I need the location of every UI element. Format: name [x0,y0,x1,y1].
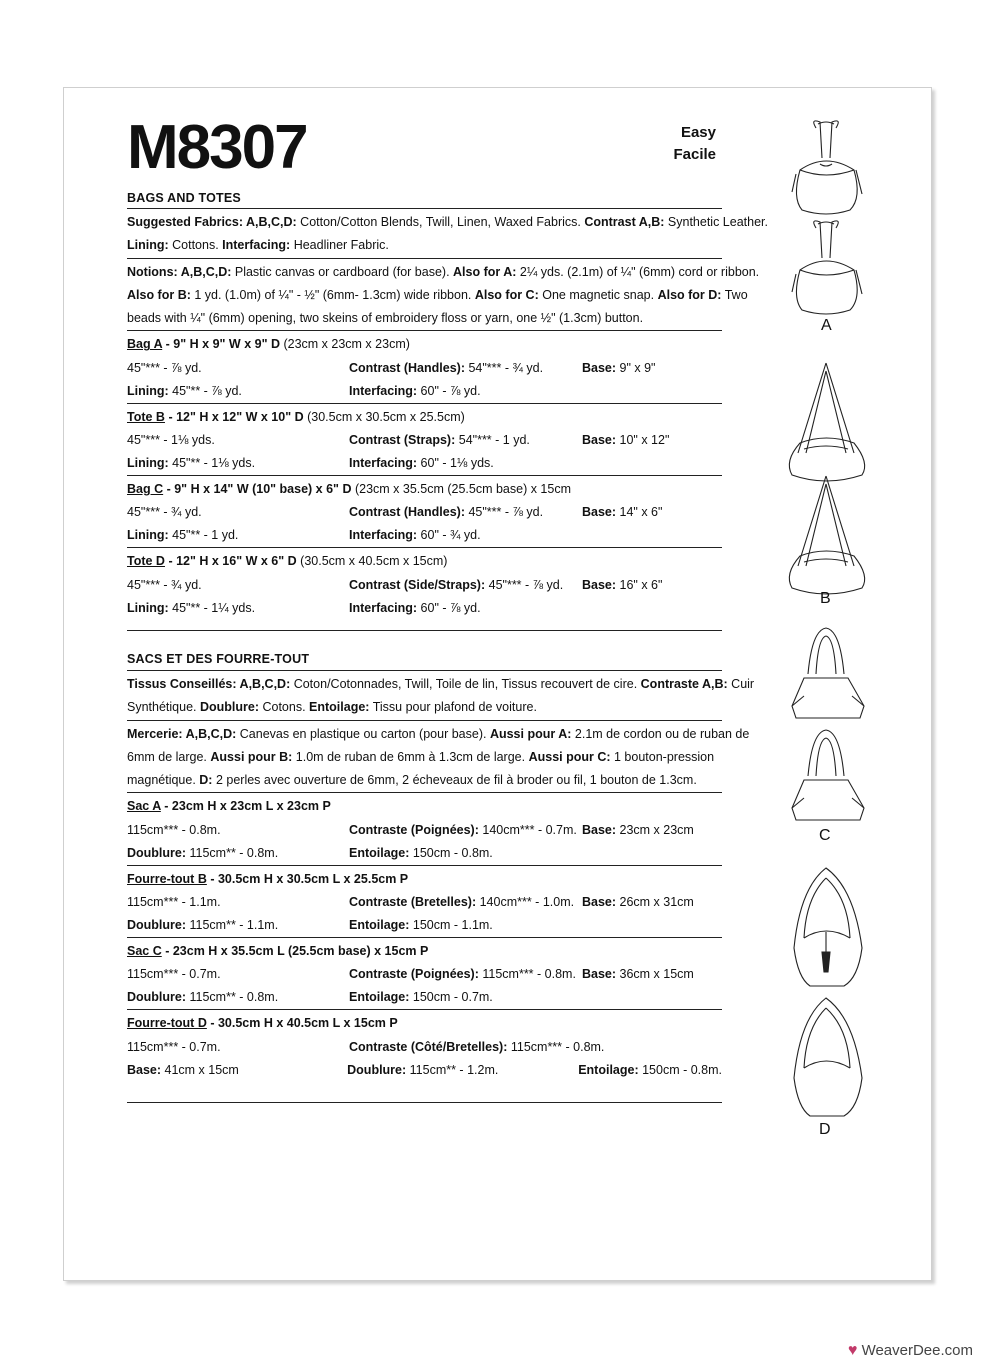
view-label-c: C [819,827,831,844]
yardage-item: Bag C - 9" H x 14" W (10" base) x 6" D (23cm x 35.5cm (25.5cm base) x 15cm 45"*** - ¾ yd. Contrast (Handles): 45"*** - ⅞ yd. Base: 14" x 6" Lining: 45"** - 1 yd. Interfacing: 60" - ¾ yd. [127,475,722,547]
bag-c-front-illustration [792,628,864,718]
tote-d-back-illustration [794,998,862,1116]
section-heading-en: BAGS AND TOTES [127,191,241,205]
yardage-row: 115cm*** - 1.1m. Contraste (Bretelles): 140cm*** - 1.0m. Base: 26cm x 31cm [127,895,694,910]
yardage-row: 115cm*** - 0.8m. Contraste (Poignées): 140cm*** - 0.7m. Base: 23cm x 23cm [127,822,694,837]
bag-a-front-illustration [792,121,862,214]
difficulty-fr: Facile [673,146,716,163]
view-label-a: A [821,317,832,334]
yardage-row: Doublure: 115cm** - 0.8m. Entoilage: 150cm - 0.8m. [127,845,493,860]
difficulty-en: Easy [680,124,716,141]
section-heading-fr: SACS ET DES FOURRE-TOUT [127,652,310,666]
fabrics-block-en: Suggested Fabrics: A,B,C,D: Cotton/Cotton Blends, Twill, Linen, Waxed Fabrics. Contrast A,B: Synthetic Leather. Lining: Cottons. Interfacing: Headliner Fabric. [127,208,722,258]
bag-c-back-illustration [792,730,864,820]
yardage-row: 45"*** - ¾ yd. Contrast (Side/Straps): 45"*** - ⅞ yd. Base: 16" x 6" [127,577,663,592]
yardage-row: 45"*** - ⅞ yd. Contrast (Handles): 54"*** - ¾ yd. Base: 9" x 9" [127,360,656,375]
section-divider [127,630,722,631]
view-illustrations [770,118,890,1148]
tote-b-front-illustration [789,363,864,481]
yardage-item: Fourre-tout D - 30.5cm H x 40.5cm L x 15cm P 115cm*** - 0.7m. Contraste (Côté/Bretelles): 115cm*** - 0.8m. Base: 41cm x 15cm Doublure: 115cm** - 1.2m. Entoilage: 150cm - 0.8m. [127,1009,722,1081]
yardage-list-en [127,330,722,619]
tote-d-front-illustration [794,868,862,986]
english-section [127,188,768,631]
french-section [127,648,755,1103]
pattern-code: M8307 [127,113,307,182]
watermark: ♥ WeaverDee.com [847,1342,973,1359]
view-label-b: B [820,590,831,607]
yardage-list-fr [127,792,722,1081]
difficulty [660,122,716,166]
yardage-row: Base: 41cm x 15cm Doublure: 115cm** - 1.2m. Entoilage: 150cm - 0.8m. [127,1062,722,1077]
yardage-row: Lining: 45"** - ⅞ yd. Interfacing: 60" - ⅞ yd. [127,383,481,398]
yardage-row: Lining: 45"** - 1 yd. Interfacing: 60" - ¾ yd. [127,528,481,543]
yardage-item: Fourre-tout B - 30.5cm H x 30.5cm L x 25.5cm P 115cm*** - 1.1m. Contraste (Bretelles): 140cm*** - 1.0m. Base: 26cm x 31cm Doublure: 115cm** - 1.1m. Entoilage: 150cm - 1.1m. [127,865,722,937]
heart-icon: ♥ [847,1342,858,1359]
notions-block-fr: Mercerie: A,B,C,D: Canevas en plastique ou carton (pour base). Aussi pour A: 2.1m de cordon ou de ruban de 6mm de large. Aussi pour B: 1.0m de ruban de 6mm à 1.3cm de large. Aussi pour C: 1 bouton-pression magnétique. D: 2 perles avec ouverture de 6mm, 2 écheveaux de fil à broder ou fil, 1 bouton de 1.3cm. [127,720,722,793]
yardage-row: Doublure: 115cm** - 1.1m. Entoilage: 150cm - 1.1m. [127,918,493,933]
fabrics-block-fr: Tissus Conseillés: A,B,C,D: Coton/Cotonnades, Twill, Toile de lin, Tissus recouvert de cire. Contraste A,B: Cuir Synthétique. Doublure: Cotons. Entoilage: Tissu pour plafond de voiture. [127,670,722,720]
yardage-item: Bag A - 9" H x 9" W x 9" D (23cm x 23cm x 23cm) 45"*** - ⅞ yd. Contrast (Handles): 54"*** - ¾ yd. Base: 9" x 9" Lining: 45"** - ⅞ yd. Interfacing: 60" - ⅞ yd. [127,330,722,402]
yardage-row: Doublure: 115cm** - 0.8m. Entoilage: 150cm - 0.7m. [127,990,493,1005]
yardage-row: 115cm*** - 0.7m. Contraste (Poignées): 115cm*** - 0.8m. Base: 36cm x 15cm [127,967,694,982]
yardage-row: 45"*** - 1⅛ yds. Contrast (Straps): 54"*** - 1 yd. Base: 10" x 12" [127,433,670,448]
yardage-row: Lining: 45"** - 1¼ yds. Interfacing: 60" - ⅞ yd. [127,600,481,615]
notions-block-en: Notions: A,B,C,D: Plastic canvas or cardboard (for base). Also for A: 2¼ yds. (2.1m) of ¼" (6mm) cord or ribbon. Also for B: 1 yd. (1.0m) of ¼" - ½" (6mm- 1.3cm) wide ribbon. Also for C: One magnetic snap. Also for D: Two beads with ¼" (6mm) opening, two skeins of embroidery floss or yarn, one ½" (1.3cm) button. [127,258,722,331]
yardage-item: Sac C - 23cm H x 35.5cm L (25.5cm base) x 15cm P 115cm*** - 0.7m. Contraste (Poignées): 115cm*** - 0.8m. Base: 36cm x 15cm Doublure: 115cm** - 0.8m. Entoilage: 150cm - 0.7m. [127,937,722,1009]
yardage-row: Lining: 45"** - 1⅛ yds. Interfacing: 60" - 1⅛ yds. [127,456,494,471]
section-end-rule [127,1102,722,1103]
yardage-item: Sac A - 23cm H x 23cm L x 23cm P 115cm*** - 0.8m. Contraste (Poignées): 140cm*** - 0.7m. Base: 23cm x 23cm Doublure: 115cm** - 0.8m. Entoilage: 150cm - 0.8m. [127,792,722,864]
bag-a-back-illustration [792,221,862,314]
yardage-row: 45"*** - ¾ yd. Contrast (Handles): 45"*** - ⅞ yd. Base: 14" x 6" [127,505,663,520]
view-label-d: D [819,1121,831,1138]
yardage-item: Tote D - 12" H x 16" W x 6" D (30.5cm x 40.5cm x 15cm) 45"*** - ¾ yd. Contrast (Side/Straps): 45"*** - ⅞ yd. Base: 16" x 6" Lining: 45"** - 1¼ yds. Interfacing: 60" - ⅞ yd. [127,547,722,619]
tote-b-back-illustration [789,476,864,594]
yardage-row: 115cm*** - 0.7m. Contraste (Côté/Bretelles): 115cm*** - 0.8m. [127,1039,605,1054]
yardage-item: Tote B - 12" H x 12" W x 10" D (30.5cm x 30.5cm x 25.5cm) 45"*** - 1⅛ yds. Contrast (Straps): 54"*** - 1 yd. Base: 10" x 12" Lining: 45"** - 1⅛ yds. Interfacing: 60" - 1⅛ yds. [127,403,722,475]
